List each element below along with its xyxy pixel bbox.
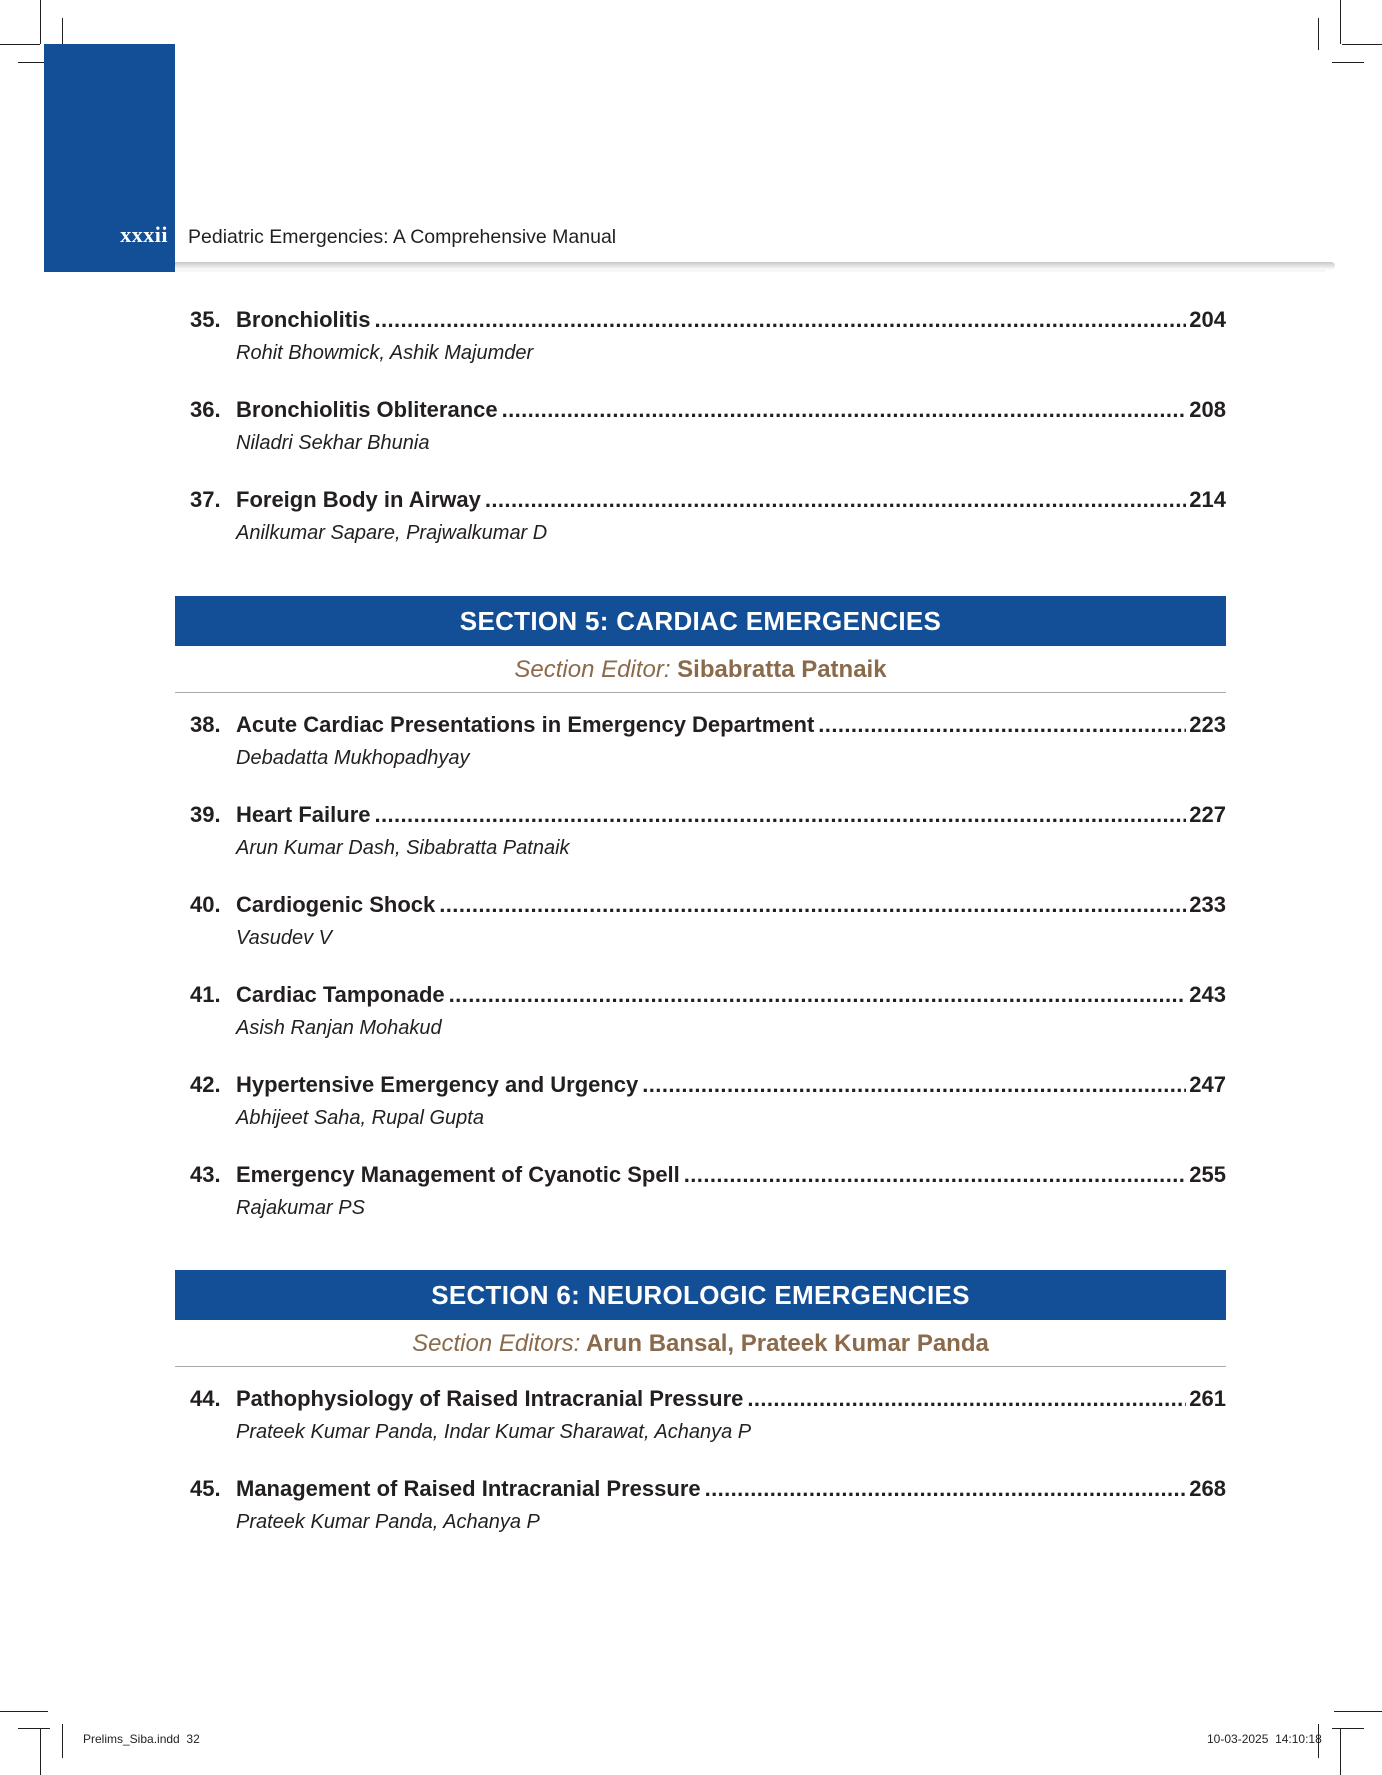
chapter-page: 204	[1189, 307, 1226, 332]
chapter-page: 255	[1189, 1162, 1226, 1187]
toc-entry	[190, 892, 1226, 950]
section-editor-names: Arun Bansal, Prateek Kumar Panda	[586, 1330, 989, 1357]
toc-entry	[190, 802, 1226, 860]
chapter-page: 223	[1189, 712, 1226, 737]
dot-leader	[439, 892, 1186, 918]
chapter-page: 208	[1189, 397, 1226, 422]
section-editor-label: Section Editors:	[412, 1330, 581, 1357]
chapter-title: Management of Raised Intracranial Pressure	[236, 1476, 701, 1501]
chapter-authors: Asish Ranjan Mohakud	[236, 1017, 442, 1039]
chapter-page: 243	[1189, 982, 1226, 1007]
crop-mark	[1332, 62, 1364, 63]
chapter-number: 41.	[190, 982, 221, 1007]
section-editor-label: Section Editor:	[514, 656, 671, 683]
chapter-authors: Debadatta Mukhopadhyay	[236, 747, 470, 769]
header-shadow-rule	[175, 262, 1335, 270]
dot-leader	[502, 397, 1187, 423]
chapter-page: 247	[1189, 1072, 1226, 1097]
dot-leader	[684, 1162, 1187, 1188]
chapter-page: 268	[1189, 1476, 1226, 1501]
chapter-title: Cardiac Tamponade	[236, 982, 445, 1007]
slug-timestamp	[1207, 1732, 1322, 1746]
chapter-page: 227	[1189, 802, 1226, 827]
chapter-title: Foreign Body in Airway	[236, 487, 481, 512]
crop-mark	[0, 44, 40, 45]
chapter-page: 261	[1189, 1386, 1226, 1411]
dot-leader	[375, 802, 1187, 828]
chapter-number: 42.	[190, 1072, 221, 1097]
section-heading: SECTION 5: CARDIAC EMERGENCIES	[175, 596, 1226, 646]
crop-mark	[1332, 1728, 1364, 1729]
chapter-number: 36.	[190, 397, 221, 422]
chapter-title: Bronchiolitis Obliterance	[236, 397, 498, 422]
crop-mark	[1342, 44, 1382, 45]
toc-entry	[190, 1162, 1226, 1220]
dot-leader	[485, 487, 1186, 513]
chapter-title: Pathophysiology of Raised Intracranial Pressure	[236, 1386, 744, 1411]
chapter-authors: Prateek Kumar Panda, Indar Kumar Sharawat, Achanya P	[236, 1421, 752, 1443]
chapter-authors: Rohit Bhowmick, Ashik Majumder	[236, 342, 534, 364]
chapter-title: Bronchiolitis	[236, 307, 371, 332]
running-head-title: Pediatric Emergencies: A Comprehensive Manual	[188, 226, 617, 248]
chapter-authors: Anilkumar Sapare, Prajwalkumar D	[236, 522, 548, 544]
toc-entry	[190, 1072, 1226, 1130]
chapter-number: 37.	[190, 487, 221, 512]
toc-entry	[190, 397, 1226, 455]
chapter-title: Acute Cardiac Presentations in Emergency Department	[236, 712, 815, 737]
dot-leader	[818, 712, 1186, 738]
chapter-authors: Abhijeet Saha, Rupal Gupta	[236, 1107, 484, 1129]
chapter-number: 40.	[190, 892, 221, 917]
section-divider	[175, 692, 1226, 693]
slug-file-info	[83, 1732, 200, 1746]
chapter-authors: Niladri Sekhar Bhunia	[236, 432, 430, 454]
slug-time: 14:10:18	[1275, 1732, 1322, 1746]
chapter-number: 38.	[190, 712, 221, 737]
chapter-authors: Vasudev V	[236, 927, 332, 949]
crop-mark	[1340, 1728, 1341, 1775]
crop-mark	[40, 0, 41, 44]
section-editor-line	[175, 656, 1226, 684]
toc-entry	[190, 982, 1226, 1040]
crop-mark	[1340, 0, 1341, 44]
chapter-number: 44.	[190, 1386, 221, 1411]
chapter-page: 214	[1189, 487, 1226, 512]
crop-mark	[1318, 18, 1319, 50]
chapter-title: Emergency Management of Cyanotic Spell	[236, 1162, 680, 1187]
toc-entry	[190, 1386, 1226, 1444]
dot-leader	[449, 982, 1187, 1008]
chapter-number: 39.	[190, 802, 221, 827]
dot-leader	[705, 1476, 1187, 1502]
toc-entry	[190, 307, 1226, 365]
page-number: xxxii	[120, 222, 168, 247]
chapter-number: 43.	[190, 1162, 221, 1187]
slug-date: 10-03-2025	[1207, 1732, 1269, 1746]
chapter-authors: Arun Kumar Dash, Sibabratta Patnaik	[236, 837, 570, 859]
toc-entry	[190, 487, 1226, 545]
chapter-title: Heart Failure	[236, 802, 371, 827]
section-editor-names: Sibabratta Patnaik	[677, 656, 887, 683]
crop-mark	[18, 1728, 50, 1729]
chapter-authors: Rajakumar PS	[236, 1197, 365, 1219]
dot-leader	[747, 1386, 1186, 1412]
slug-page-number: 32	[186, 1732, 200, 1746]
dot-leader	[642, 1072, 1186, 1098]
crop-mark	[1334, 1711, 1382, 1712]
section-divider	[175, 1366, 1226, 1367]
slug-file-name: Prelims_Siba.indd	[83, 1732, 180, 1746]
chapter-authors: Prateek Kumar Panda, Achanya P	[236, 1511, 540, 1533]
chapter-title: Hypertensive Emergency and Urgency	[236, 1072, 639, 1097]
header-shadow-rule-soft	[175, 270, 1325, 273]
chapter-number: 35.	[190, 307, 221, 332]
crop-mark	[40, 1728, 41, 1775]
chapter-number: 45.	[190, 1476, 221, 1501]
chapter-title: Cardiogenic Shock	[236, 892, 436, 917]
toc-entry	[190, 1476, 1226, 1534]
section-heading: SECTION 6: NEUROLOGIC EMERGENCIES	[175, 1270, 1226, 1320]
crop-mark	[62, 1724, 63, 1758]
toc-entry	[190, 712, 1226, 770]
crop-mark	[0, 1711, 48, 1712]
dot-leader	[374, 307, 1186, 333]
chapter-page: 233	[1189, 892, 1226, 917]
section-editor-line	[175, 1330, 1226, 1358]
